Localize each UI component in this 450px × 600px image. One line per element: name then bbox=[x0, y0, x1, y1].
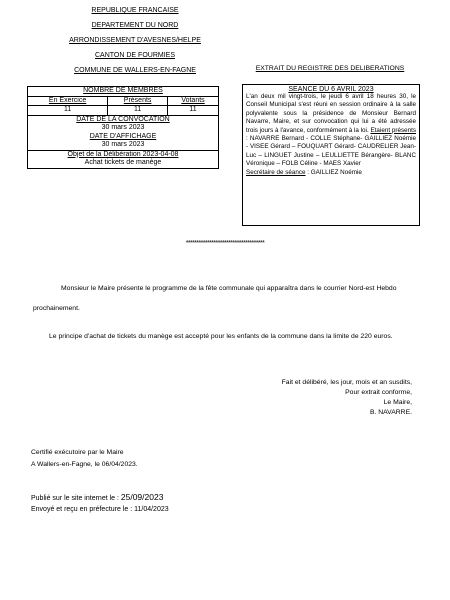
seance-box bbox=[242, 84, 420, 226]
objet-text: Achat tickets de manège bbox=[84, 159, 162, 166]
seance-text bbox=[243, 93, 419, 177]
signoff-block bbox=[250, 378, 412, 418]
paragraph-programme: Monsieur le Maire présente le programme de la fête communale qui apparaîtra dans le courrier Nord-est Hebdo prochainement. bbox=[33, 285, 397, 312]
value-presents: 11 bbox=[108, 106, 168, 116]
objet-cell bbox=[28, 150, 219, 168]
separator-stars: ************************************* bbox=[185, 240, 265, 247]
footer-certifie: Certifié exécutoire par le Maire bbox=[31, 449, 124, 456]
paragraph-achat: Le principe d'achat de tickets du manège est accepté pour les enfants de la commune dans la limite de 220 euros. bbox=[49, 333, 393, 340]
col-en-exercice: En Exercice bbox=[28, 96, 108, 106]
header-departement: DEPARTEMENT DU NORD bbox=[91, 22, 179, 29]
members-table bbox=[27, 86, 219, 169]
secretaire-label: Secrétaire de séance bbox=[246, 168, 306, 176]
presents-label: Etaient présents bbox=[370, 126, 416, 134]
col-presents: Présents bbox=[108, 96, 168, 106]
seance-title: SEANCE DU 6 AVRIL 2023 bbox=[288, 86, 374, 93]
affichage-label: DATE D'AFFICHAGE bbox=[89, 132, 157, 140]
extrait-title: EXTRAIT DU REGISTRE DES DELIBERATIONS bbox=[255, 65, 405, 72]
value-en-exercice: 11 bbox=[28, 106, 108, 116]
header-republique: REPUBLIQUE FRANCAISE bbox=[91, 7, 179, 14]
presents-list: : NAVARRE Bernard - COLLE Stéphane- GAILLIEZ Noémie - VISEE Gérard – FOUQUART Gérard- CAUDRELIER Jean-Luc – LINGUET Justine – LEULLIETTE Bérangère- BLANC Véronique – FOLB Céline - MAES Xavier bbox=[246, 135, 416, 168]
footer-lieu-date: A Wallers-en-Fagne, le 06/04/2023. bbox=[31, 461, 138, 468]
col-votants: Votants bbox=[168, 96, 219, 106]
secretaire-name: : GAILLIEZ Noémie bbox=[305, 168, 362, 176]
header-commune: COMMUNE DE WALLERS-EN-FAGNE bbox=[74, 67, 196, 74]
signoff-fait: Fait et délibéré, les jour, mois et an susdits, bbox=[281, 379, 412, 386]
seance-intro: L'an deux mil vingt-trois, le jeudi 6 avril 18 heures 30, le Conseil Municipal s'est réuni en session ordinaire à la salle polyvalente sous la présidence de Monsieur Bernard Navarre, Maire, et sur convocation qui lui a été adressée trois jours à l'avance, conformément à la loi. bbox=[246, 93, 416, 134]
footer-envoye: Envoyé et reçu en préfecture le : 11/04/2023 bbox=[31, 506, 169, 513]
footer-publie bbox=[31, 492, 163, 504]
signoff-le-maire: Le Maire, bbox=[383, 399, 412, 406]
convocation-cell bbox=[28, 115, 219, 150]
signoff-extrait: Pour extrait conforme, bbox=[345, 389, 412, 396]
members-title: NOMBRE DE MEMBRES bbox=[28, 87, 219, 97]
publie-label: Publié sur le site internet le : bbox=[31, 495, 121, 502]
signoff-name: B. NAVARRE. bbox=[369, 409, 412, 416]
header-canton: CANTON DE FOURMIES bbox=[95, 52, 175, 59]
publie-date: 25/09/2023 bbox=[120, 492, 164, 502]
convocation-date: 30 mars 2023 bbox=[101, 124, 145, 131]
objet-label: Objet de la Délibération 2023-04-08 bbox=[67, 150, 179, 158]
convocation-label: DATE DE LA CONVOCATION bbox=[76, 115, 170, 123]
value-votants: 11 bbox=[168, 106, 219, 116]
affichage-date: 30 mars 2023 bbox=[101, 141, 145, 148]
header-arrondissement: ARRONDISSEMENT D'AVESNES/HELPE bbox=[69, 37, 201, 44]
